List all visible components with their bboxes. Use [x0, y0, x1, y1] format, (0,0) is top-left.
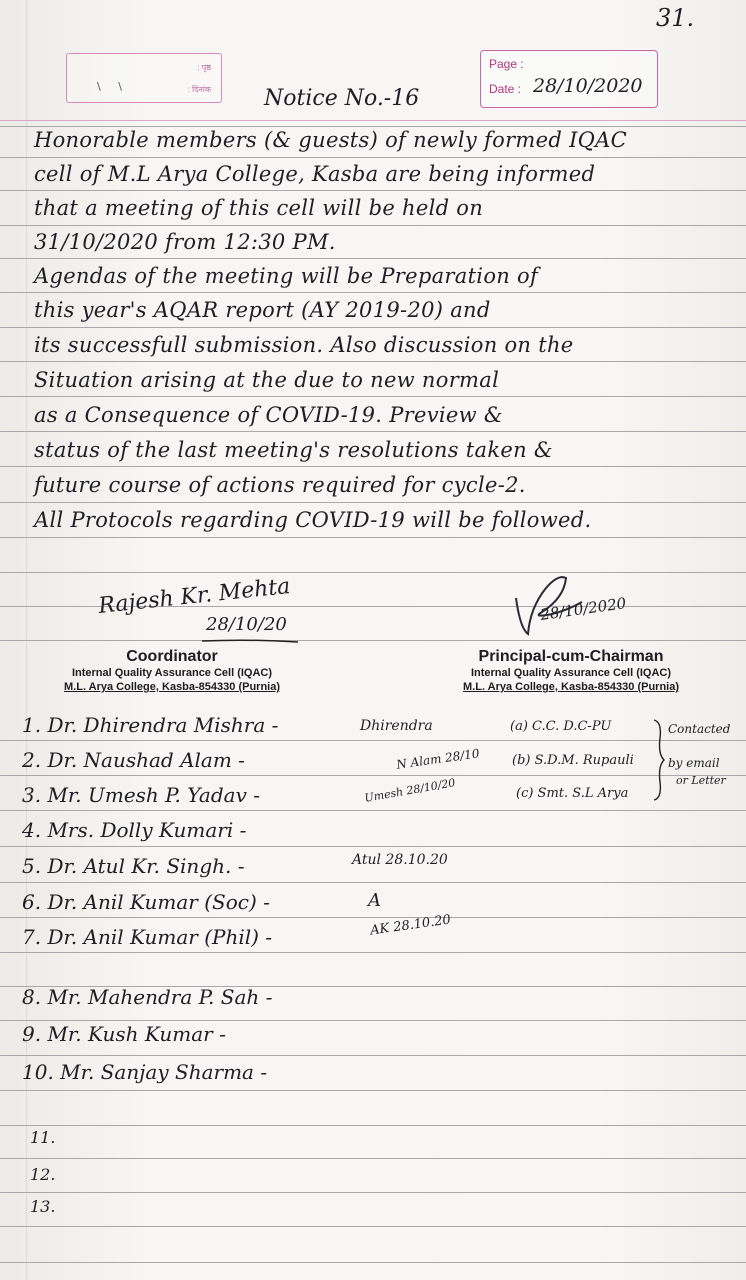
member-signature: AK 28.10.20 — [369, 912, 452, 939]
coordinator-signature: Rajesh Kr. Mehta — [97, 573, 292, 620]
member-item: 13. — [30, 1197, 56, 1216]
rule — [0, 1226, 746, 1227]
copy-note-3: or Letter — [676, 774, 726, 787]
principal-sign-date: 28/10/2020 — [539, 594, 628, 624]
rule — [0, 327, 746, 328]
rule — [0, 917, 746, 918]
body-line: Agendas of the meeting will be Preparation of — [34, 264, 539, 288]
rule — [0, 1262, 746, 1263]
tick-mark: \ \ — [97, 80, 122, 93]
body-line: Situation arising at the due to new normal — [34, 368, 500, 392]
rule — [0, 810, 746, 811]
copy-to-c: (c) Smt. S.L Arya — [516, 786, 629, 801]
page-number: 31. — [656, 4, 695, 32]
rule — [0, 1125, 746, 1126]
body-line: Honorable members (& guests) of newly formed IQAC — [34, 128, 628, 152]
rule — [0, 882, 746, 883]
header-rule — [0, 120, 746, 121]
body-line: 31/10/2020 from 12:30 PM. — [34, 230, 336, 254]
notice-title: Notice No.-16 — [264, 86, 420, 111]
member-item: 7. Dr. Anil Kumar (Phil) - — [22, 925, 273, 949]
page-date-box — [480, 50, 658, 108]
body-line: All Protocols regarding COVID-19 will be followed. — [34, 508, 592, 532]
body-line: future course of actions required for cycle-2. — [34, 473, 526, 497]
coordinator-stamp — [38, 648, 306, 694]
rule — [0, 846, 746, 847]
member-item: 11. — [30, 1128, 56, 1147]
member-signature: Atul 28.10.20 — [352, 852, 448, 868]
rule — [0, 537, 746, 538]
member-item: 6. Dr. Anil Kumar (Soc) - — [22, 890, 270, 914]
principal-stamp-line2: M.L. Arya College, Kasba-854330 (Purnia) — [463, 681, 679, 693]
member-item: 2. Dr. Naushad Alam - — [22, 748, 245, 772]
date-value: 28/10/2020 — [533, 75, 643, 97]
member-signature: N Alam 28/10 — [395, 746, 481, 772]
principal-title: Principal-cum-Chairman — [478, 648, 664, 665]
register-stamp-box — [66, 53, 222, 103]
member-item: 12. — [30, 1165, 56, 1184]
member-item: 1. Dr. Dhirendra Mishra - — [22, 713, 279, 737]
body-line: cell of M.L Arya College, Kasba are being informed — [34, 162, 596, 186]
rule — [0, 572, 746, 573]
member-signature: A — [368, 890, 381, 911]
register-label-1: : पृष्ठ — [197, 63, 211, 72]
rule — [0, 466, 746, 467]
brace-icon — [652, 718, 666, 802]
rule — [0, 640, 746, 641]
rule — [0, 258, 746, 259]
rule — [0, 502, 746, 503]
register-label-2: : दिनांक — [187, 85, 211, 94]
principal-stamp-line1: Internal Quality Assurance Cell (IQAC) — [470, 667, 672, 679]
member-item: 10. Mr. Sanjay Sharma - — [22, 1060, 268, 1084]
date-label: Date : — [489, 82, 522, 96]
rule — [0, 1090, 746, 1091]
principal-stamp — [440, 648, 702, 694]
coordinator-stamp-line1: Internal Quality Assurance Cell (IQAC) — [71, 667, 273, 679]
rule — [0, 396, 746, 397]
rule — [0, 952, 746, 953]
coordinator-sign-date: 28/10/20 — [206, 614, 287, 635]
rule — [0, 740, 746, 741]
coordinator-title: Coordinator — [126, 648, 218, 665]
copy-note-1: Contacted — [668, 722, 731, 736]
member-item: 4. Mrs. Dolly Kumari - — [22, 818, 247, 842]
coordinator-stamp-line2: M.L. Arya College, Kasba-854330 (Purnia) — [64, 681, 280, 693]
rule — [0, 775, 746, 776]
member-item: 3. Mr. Umesh P. Yadav - — [22, 783, 260, 807]
body-line: as a Consequence of COVID-19. Preview & — [34, 403, 503, 427]
rule — [0, 1055, 746, 1056]
rule — [0, 431, 746, 432]
signature-underline — [200, 638, 300, 644]
rule — [0, 1158, 746, 1159]
body-line: this year's AQAR report (AY 2019-20) and — [34, 298, 491, 322]
rule — [0, 1192, 746, 1193]
rule — [0, 190, 746, 191]
member-signature: Dhirendra — [360, 718, 433, 734]
member-item: 9. Mr. Kush Kumar - — [22, 1022, 226, 1046]
rule — [0, 1020, 746, 1021]
body-line: its successfull submission. Also discussion on the — [34, 333, 574, 357]
member-item: 5. Dr. Atul Kr. Singh. - — [22, 854, 245, 878]
copy-to-a: (a) C.C. D.C-PU — [510, 719, 612, 734]
rule — [0, 126, 746, 127]
rule — [0, 292, 746, 293]
rule — [0, 361, 746, 362]
rule — [0, 225, 746, 226]
rule — [0, 157, 746, 158]
copy-to-b: (b) S.D.M. Rupauli — [512, 753, 634, 768]
member-signature: Umesh 28/10/20 — [363, 776, 457, 805]
body-line: that a meeting of this cell will be held on — [34, 196, 484, 220]
copy-note-2: by email — [668, 756, 720, 770]
page-label: Page : — [489, 57, 524, 71]
member-item: 8. Mr. Mahendra P. Sah - — [22, 985, 273, 1009]
body-line: status of the last meeting's resolutions taken & — [34, 438, 553, 462]
